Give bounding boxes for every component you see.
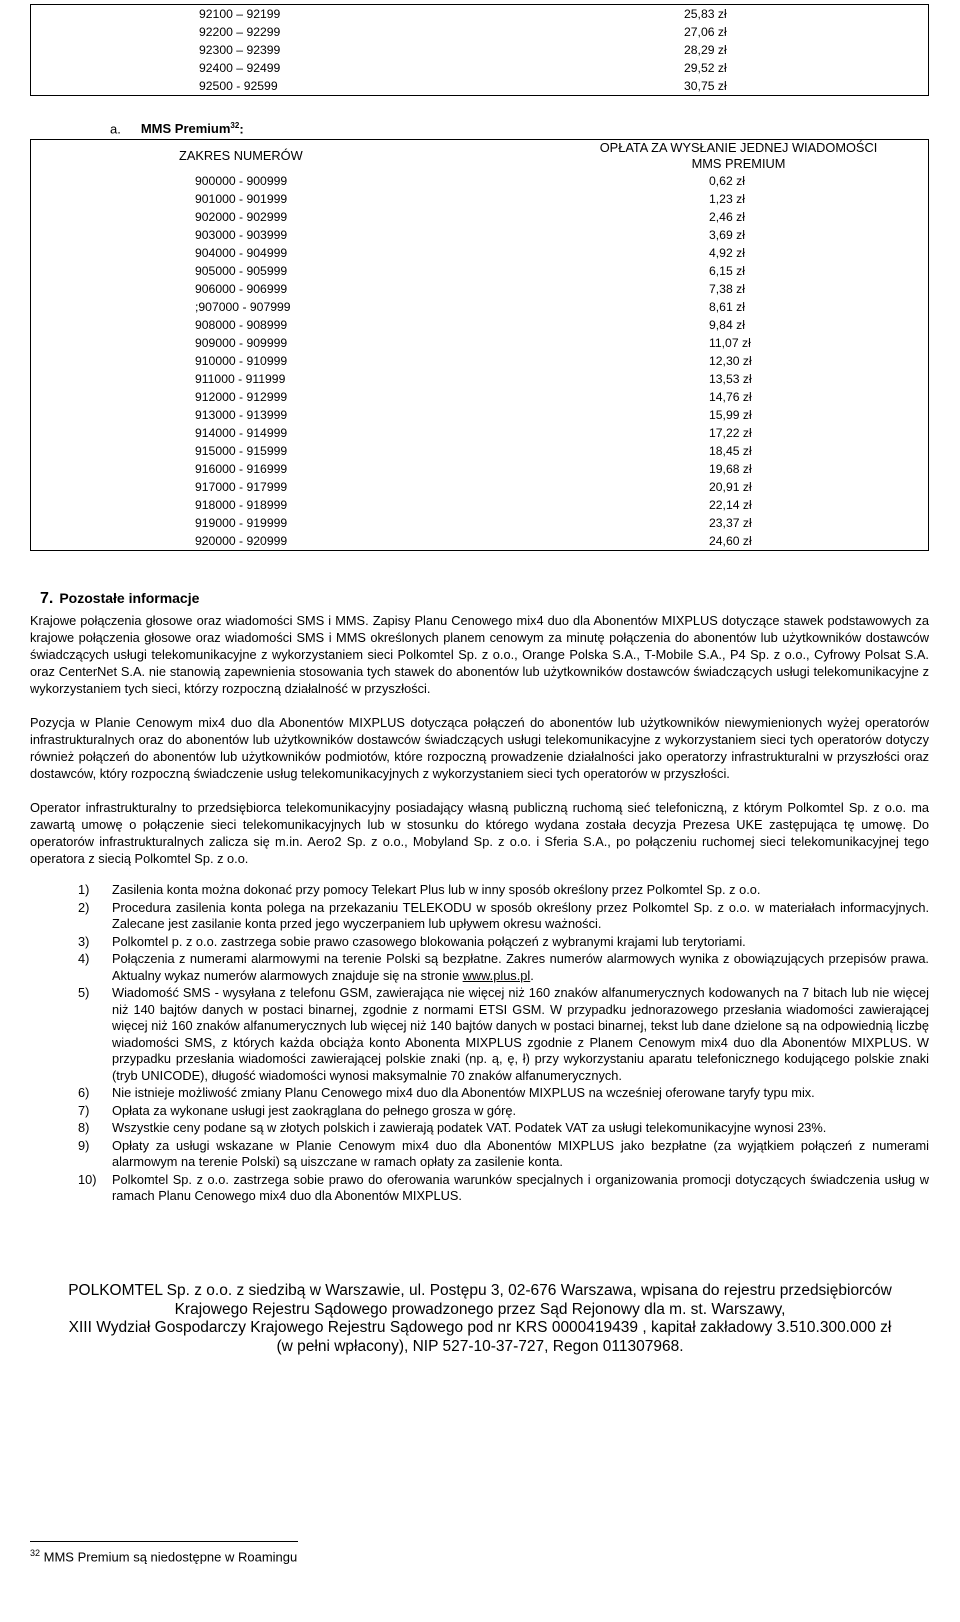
table-row (31, 514, 929, 532)
item-number: 1) (78, 882, 90, 897)
item-text: Zasilenia konta można dokonać przy pomocy Telekart Plus lub w inny sposób określony przez Polkomtel Sp. z o.o. (112, 882, 761, 897)
table-row (31, 442, 929, 460)
item-number: 3) (78, 933, 90, 949)
list-item (30, 985, 929, 1084)
table-row (31, 244, 929, 262)
list-item (30, 951, 929, 984)
number-range: 908000 - 908999 (195, 318, 288, 332)
list-item (30, 1120, 929, 1137)
item-number: 10) (78, 1171, 97, 1187)
item-text: Polkomtel p. z o.o. zastrzega sobie prawo czasowego blokowania połączeń z wybranymi krajami lub terytoriami. (112, 933, 746, 949)
number-range: 917000 - 917999 (195, 480, 288, 494)
table-row (31, 352, 929, 370)
section-heading (40, 590, 199, 608)
plus-website-link[interactable]: www.plus.pl (462, 967, 531, 983)
price: 15,99 zł (709, 408, 752, 422)
number-range: 920000 - 920999 (195, 534, 288, 548)
number-range: 913000 - 913999 (195, 408, 288, 422)
price: 3,69 zł (709, 228, 745, 242)
number-range: 905000 - 905999 (195, 264, 288, 278)
table-row (31, 496, 929, 514)
paragraph: Operator infrastrukturalny to przedsiębiorca telekomunikacyjny posiadający własną publiczną ruchomą sieć telefoniczną, z którym Polkomtel Sp. z o.o. ma zawartą umowę o połączenie sieci telekomunikacyjnych lub w stosunku do którego wydana została decyzja Prezesa UKE zastępująca tę umowę. Do operatorów infrastrukturalnych zalicza się m.in. Aero2 Sp. z o.o., Mobyland Sp. z o.o. i Sferia S.A., po połączeniu ruchomej sieci telekomunikacyjnej tego operatora z siecią Polkomtel Sp. z o.o. (30, 800, 929, 866)
table-row (31, 316, 929, 334)
price: 30,75 zł (684, 79, 727, 93)
number-range: 92100 – 92199 (199, 7, 281, 21)
heading-colon: : (239, 121, 244, 137)
table-row (31, 5, 929, 24)
number-range: 918000 - 918999 (195, 498, 288, 512)
table-row (31, 424, 929, 442)
footer-line: (w pełni wpłacony), NIP 527-10-37-727, Regon 011307968. (276, 1337, 684, 1355)
list-item (30, 1172, 929, 1205)
company-footer (20, 1282, 940, 1356)
price: 14,76 zł (709, 390, 752, 404)
number-range: 915000 - 915999 (195, 444, 288, 458)
table-row (31, 298, 929, 316)
table-header-row (31, 140, 929, 173)
price: 0,62 zł (709, 174, 745, 188)
table-row (31, 190, 929, 208)
paragraph: Pozycja w Planie Cenowym mix4 duo dla Abonentów MIXPLUS dotycząca połączeń do abonentów lub użytkowników niewymienionych wyżej operatorów infrastrukturalnych oraz do abonentów lub użytkowników dostawców świadczących usługi telekomunikacyjne z wykorzystaniem sieci tych operatorów dotyczy również połączeń do abonentów lub użytkowników podmiotów, które rozpoczną prowadzenie działalności jako operatorzy infrastrukturalni w przyszłości oraz dostawców, który rozpoczną świadczenie usług telekomunikacyjnych z wykorzystaniem sieci tych operatorów w przyszłości. (30, 715, 929, 781)
item-number: 7) (78, 1102, 90, 1118)
price: 9,84 zł (709, 318, 745, 332)
footer-line: Krajowego Rejestru Sądowego prowadzonego przez Sąd Rejonowy dla m. st. Warszawy, (174, 1300, 786, 1318)
list-item (30, 1103, 929, 1120)
number-range: 919000 - 919999 (195, 516, 288, 530)
item-text: Nie istnieje możliwość zmiany Planu Cenowego mix4 duo dla Abonentów MIXPLUS na wcześniej oferowane taryfy typu mix. (112, 1085, 815, 1100)
table-row (31, 334, 929, 352)
price: 22,14 zł (709, 498, 752, 512)
price-table-92xxx (30, 4, 929, 96)
number-range: 92300 – 92399 (199, 43, 281, 57)
number-range: 916000 - 916999 (195, 462, 288, 476)
footer-line: POLKOMTEL Sp. z o.o. z siedzibą w Warszawie, ul. Postępu 3, 02-676 Warszawa, wpisana do rejestru przedsiębiorców (68, 1282, 892, 1299)
price: 19,68 zł (709, 462, 752, 476)
number-range: 910000 - 910999 (195, 354, 288, 368)
column-header-price: OPŁATA ZA WYSŁANIE JEDNEJ WIADOMOŚCI MMS PREMIUM (599, 140, 878, 171)
table-row (31, 77, 929, 96)
price: 7,38 zł (709, 282, 745, 296)
item-number: 5) (78, 985, 90, 1000)
number-range: 903000 - 903999 (195, 228, 288, 242)
footnote-divider (30, 1541, 298, 1542)
table-row (31, 262, 929, 280)
section-number: 7. (40, 590, 54, 607)
price: 29,52 zł (684, 61, 727, 75)
price: 17,22 zł (709, 426, 752, 440)
mms-premium-heading (110, 121, 244, 136)
table-row (31, 208, 929, 226)
column-header-range: ZAKRES NUMERÓW (179, 148, 303, 163)
footnote-ref[interactable]: 32 (230, 121, 240, 130)
item-text: Wiadomość SMS - wysyłana z telefonu GSM, zawierająca nie więcej niż 160 znaków alfanumerycznych kodowanych na 7 bitach lub nie więcej niż 140 bajtów danych w postaci binarnej, zgodnie z normami ETSI GSM. W przypadku jednorazowego przesłania wiadomości zawierającej więcej niż 160 znaków alfanumerycznych lub więcej niż 140 bajtów danych w postaci binarnej, tekst lub dane dzielone są na odpowiednią liczbę wiadomości SMS, z których każda obciąża konto Abonenta MIXPLUS zgodnie z Planem Cenowym mix4 duo dla Abonentów MIXPLUS. W przypadku przesłania wiadomości zawierającej polskie znaki (np. ą, ę, ł) przy wykorzystaniu aparatu telefonicznego kodującego polskie znaki (tryb UNICODE), długość wiadomości wynosi maksymalnie 70 znaków alfanumerycznych. (112, 985, 929, 1083)
item-text: Wszystkie ceny podane są w złotych polskich i zawierają podatek VAT. Podatek VAT za usługi telekomunikacyjne wynosi 23%. (112, 1120, 827, 1135)
price: 28,29 zł (684, 43, 727, 57)
price: 20,91 zł (709, 480, 752, 494)
table-row (31, 172, 929, 190)
table-row (31, 406, 929, 424)
number-range: 92200 – 92299 (199, 25, 281, 39)
number-range: 906000 - 906999 (195, 282, 288, 296)
number-range: ;907000 - 907999 (195, 300, 291, 314)
price: 18,45 zł (709, 444, 752, 458)
item-text: Opłaty za usługi wskazane w Planie Cenowym mix4 duo dla Abonentów MIXPLUS jako bezpłatne (za wyjątkiem połączeń z numerami alarmowym na terenie Polski) są uiszczane w ramach opłaty za zasilenie konta. (112, 1137, 929, 1169)
number-range: 904000 - 904999 (195, 246, 288, 260)
number-range: 911000 - 911999 (195, 372, 286, 386)
list-item (30, 1138, 929, 1171)
number-range: 901000 - 901999 (195, 192, 288, 206)
footer-line: XIII Wydział Gospodarczy Krajowego Rejestru Sądowego pod nr KRS 0000419439 , kapitał zakładowy 3.510.300.000 zł (68, 1319, 892, 1336)
table-row (31, 226, 929, 244)
item-text: Połączenia z numerami alarmowymi na terenie Polski są bezpłatne. Zakres numerów alarmowych wynika z obowiązujących przepisów prawa. Aktualny wykaz numerów alarmowych znajduje się na stronie (112, 951, 929, 983)
table-row (31, 370, 929, 388)
table-row (31, 41, 929, 59)
number-range: 902000 - 902999 (195, 210, 288, 224)
list-item (30, 882, 929, 899)
table-row (31, 478, 929, 496)
table-row (31, 23, 929, 41)
table-row (31, 460, 929, 478)
price: 13,53 zł (709, 372, 752, 386)
item-number: 4) (78, 951, 90, 966)
numbered-list (30, 882, 929, 1206)
list-marker: a. (110, 121, 121, 137)
item-text: Opłata za wykonane usługi jest zaokrąglana do pełnego grosza w górę. (112, 1102, 517, 1118)
list-item (30, 1085, 929, 1102)
footnote-number: 32 (30, 1548, 41, 1558)
number-range: 900000 - 900999 (195, 174, 288, 188)
table-row (31, 59, 929, 77)
price: 24,60 zł (709, 534, 752, 548)
table-row (31, 280, 929, 298)
number-range: 92400 – 92499 (199, 61, 281, 75)
item-number: 9) (78, 1137, 90, 1153)
price: 8,61 zł (709, 300, 745, 314)
price: 23,37 zł (709, 516, 752, 530)
number-range: 912000 - 912999 (195, 390, 288, 404)
item-number: 6) (78, 1085, 90, 1100)
table-row (31, 532, 929, 551)
list-item (30, 934, 929, 951)
price: 2,46 zł (709, 210, 745, 224)
item-text-end: . (530, 967, 534, 983)
footnote (30, 1548, 297, 1564)
mms-premium-table (30, 139, 929, 551)
number-range: 92500 - 92599 (199, 79, 278, 93)
item-number: 2) (78, 899, 90, 915)
list-item (30, 900, 929, 933)
item-text: Procedura zasilenia konta polega na przekazaniu TELEKODU w sposób określony przez Polkomtel Sp. z o.o. w materiałach informacyjnych. Zalecane jest zasilanie konta przed jego wyczerpaniem lub upływem okresu ważności. (112, 899, 929, 931)
heading-label: MMS Premium (140, 121, 231, 137)
number-range: 914000 - 914999 (195, 426, 288, 440)
section-title: Pozostałe informacje (59, 590, 200, 606)
item-text: Polkomtel Sp. z o.o. zastrzega sobie prawo do oferowania warunków specjalnych i organizowania promocji dotyczących świadczenia usług w ramach Planu Cenowego mix4 duo dla Abonentów MIXPLUS. (112, 1171, 929, 1203)
item-number: 8) (78, 1120, 90, 1135)
paragraph: Krajowe połączenia głosowe oraz wiadomości SMS i MMS. Zapisy Planu Cenowego mix4 duo dla Abonentów MIXPLUS dotyczące stawek podstawowych za krajowe połączenia głosowe oraz wiadomości SMS i MMS określonych planem cenowym za minutę połączenia do abonentów lub użytkowników dostawców świadczących usługi telekomunikacyjne z wykorzystaniem sieci Polkomtel Sp. z o.o., Orange Polska S.A., T-Mobile S.A., P4 Sp. z o.o., Cyfrowy Polsat S.A. oraz CenterNet S.A. nie stanowią zapewnienia stosowania tych stawek do abonentów lub użytkowników dostawców świadczących usługi telekomunikacyjne z wykorzystaniem tych sieci, którzy rozpoczną działalność w przyszłości. (30, 613, 929, 696)
price: 12,30 zł (709, 354, 752, 368)
number-range: 909000 - 909999 (195, 336, 288, 350)
price: 11,07 zł (709, 336, 751, 350)
price: 25,83 zł (684, 7, 727, 21)
table-row (31, 388, 929, 406)
price: 6,15 zł (709, 264, 745, 278)
price: 27,06 zł (684, 25, 727, 39)
price: 4,92 zł (709, 246, 745, 260)
price: 1,23 zł (709, 192, 745, 206)
footnote-text: MMS Premium są niedostępne w Roamingu (43, 1549, 298, 1565)
